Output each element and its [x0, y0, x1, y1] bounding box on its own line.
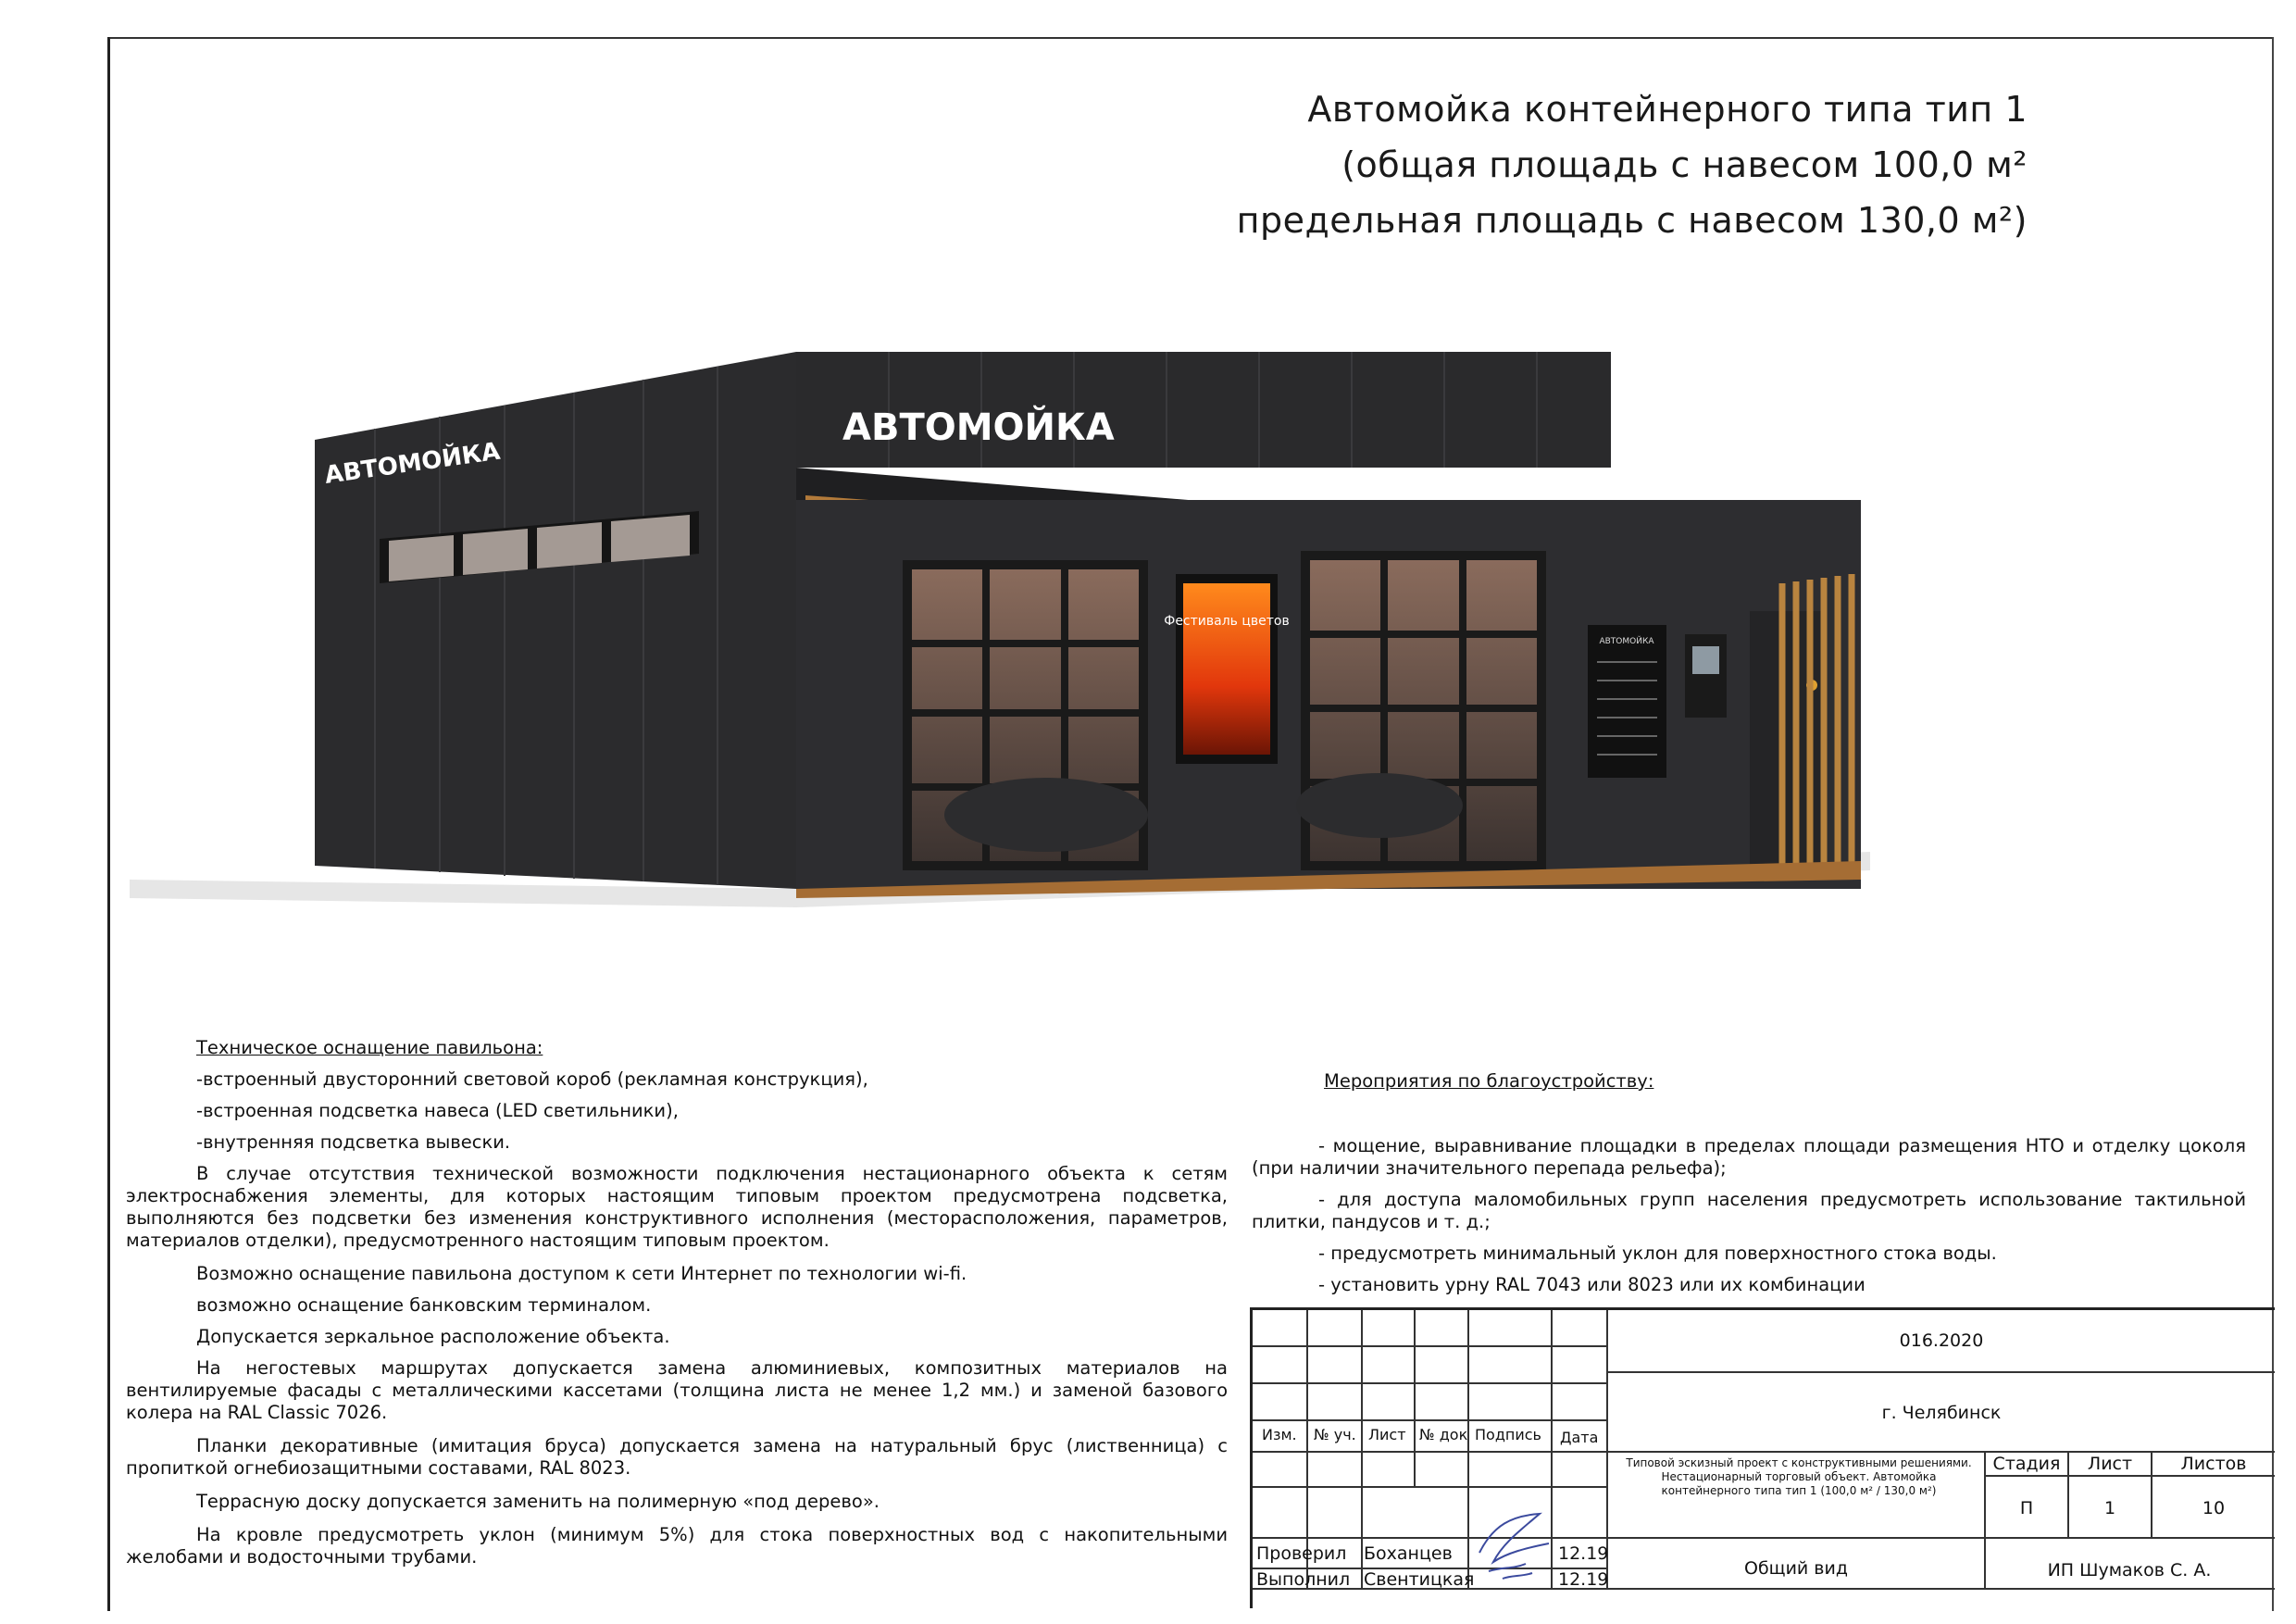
checked-date: 12.19 — [1558, 1543, 1609, 1564]
sheet-label: Лист — [2087, 1454, 2133, 1474]
car-wash-rendering — [120, 333, 1879, 926]
tech-item: -встроенная подсветка навеса (LED светильники), — [196, 1100, 679, 1121]
garage-door-right — [1296, 551, 1546, 870]
tech-para-slats: Планки декоративные (имитация бруса) допускается замена на натуральный брус (лиственница) с пропиткой огнебиозащитными составами, RAL 8023. — [126, 1435, 1228, 1479]
tech-mirror: Допускается зеркальное расположение объекта. — [196, 1326, 670, 1347]
garage-door-left — [903, 560, 1148, 870]
landscaping-section — [1252, 1070, 2246, 1305]
sheet-title — [1194, 81, 2028, 248]
side-sign: АВТОМОЙКА — [322, 437, 503, 490]
advertising-lightbox — [1164, 574, 1289, 764]
frame-left-line — [107, 37, 110, 1611]
company: ИП Шумаков С. А. — [2047, 1560, 2212, 1580]
improve-heading: Мероприятия по благоустройству: — [1324, 1070, 1654, 1092]
sheets-label: Листов — [2180, 1454, 2247, 1474]
tech-para-deck: Террасную доску допускается заменить на полимерную «под дерево». — [196, 1491, 880, 1512]
title-line-3: предельная площадь с навесом 130,0 м²) — [1236, 200, 2028, 241]
sheets-value: 10 — [2202, 1498, 2226, 1518]
checked-name: Боханцев — [1364, 1543, 1453, 1564]
col-nuch: № уч. — [1314, 1426, 1356, 1443]
signature — [1475, 1506, 1558, 1586]
improve-slope: - предусмотреть минимальный уклон для поверхностного стока воды. — [1318, 1243, 1997, 1264]
col-data: Дата — [1560, 1429, 1599, 1446]
title-stamp — [1250, 1307, 2275, 1608]
project-code: 016.2020 — [1899, 1330, 1984, 1351]
tech-item: -встроенный двусторонний световой короб (рекламная конструкция), — [196, 1068, 868, 1090]
title-line-2: (общая площадь с навесом 100,0 м² — [1341, 144, 2028, 185]
side-wall — [315, 352, 796, 889]
col-izm: Изм. — [1262, 1426, 1297, 1443]
col-podpis: Подпись — [1475, 1426, 1541, 1443]
project-description: Типовой эскизный проект с конструктивными решениями. Нестационарный торговый объект. Автомойка контейнерного типа тип 1 (100,0 м² / 130,0 м²) — [1626, 1456, 1972, 1497]
improve-para-access: - для доступа маломобильных групп населения предусмотреть использование тактильной плитки, пандусов и т. д.; — [1252, 1189, 2246, 1232]
stage-value: П — [2019, 1498, 2034, 1518]
done-date: 12.19 — [1558, 1569, 1609, 1590]
tech-wifi: Возможно оснащение павильона доступом к сети Интернет по технологии wi-fi. — [196, 1263, 967, 1284]
col-ndok: № док — [1419, 1426, 1468, 1443]
done-label: Выполнил — [1256, 1569, 1351, 1590]
city: г. Челябинск — [1881, 1403, 2002, 1423]
technical-equipment-section — [126, 1037, 1228, 1580]
frame-top-line — [107, 37, 2274, 39]
checked-label: Проверил — [1256, 1543, 1347, 1564]
price-board-title: АВТОМОЙКА — [1599, 637, 1654, 646]
tech-para-power: В случае отсутствия технической возможности подключения нестационарного объекта к сетям электроснабжения элементы, для которых настоящим типовым проектом предусмотрена подсветка, выполняются без подсветки без изменения конструктивного исполнения (месторасположения, параметров, материалов отделки), предусмотренного настоящим типовым проектом. — [126, 1163, 1228, 1251]
tech-para-facade: На негостевых маршрутах допускается замена алюминиевых, композитных материалов на вентилируемые фасады с металлическими кассетами (толщина листа не менее 1,2 мм.) и заменой базового колера на RAL Classic 7026. — [126, 1357, 1228, 1423]
col-list: Лист — [1368, 1426, 1406, 1443]
tech-heading: Техническое оснащение павильона: — [196, 1037, 543, 1058]
tech-para-roof: На кровле предусмотреть уклон (минимум 5%) для стока поверхностных вод с накопительными желобами и водосточными трубами. — [126, 1524, 1228, 1568]
view-name: Общий вид — [1744, 1558, 1848, 1579]
tech-item: -внутренняя подсветка вывески. — [196, 1131, 511, 1153]
title-line-1: Автомойка контейнерного типа тип 1 — [1307, 89, 2028, 130]
tech-bank: возможно оснащение банковским терминалом. — [196, 1294, 652, 1316]
done-name: Свентицкая — [1364, 1569, 1475, 1590]
improve-para-paving: - мощение, выравнивание площадки в пределах площади размещения НТО и отделку цоколя (при наличии значительного перепада рельефа); — [1252, 1135, 2246, 1179]
main-sign: АВТОМОЙКА — [842, 406, 1115, 449]
stage-label: Стадия — [1992, 1454, 2061, 1474]
sheet-value: 1 — [2103, 1498, 2116, 1518]
poster-title: Фестиваль цветов — [1164, 614, 1290, 629]
improve-bin: - установить урну RAL 7043 или 8023 или их комбинации — [1318, 1274, 1866, 1295]
